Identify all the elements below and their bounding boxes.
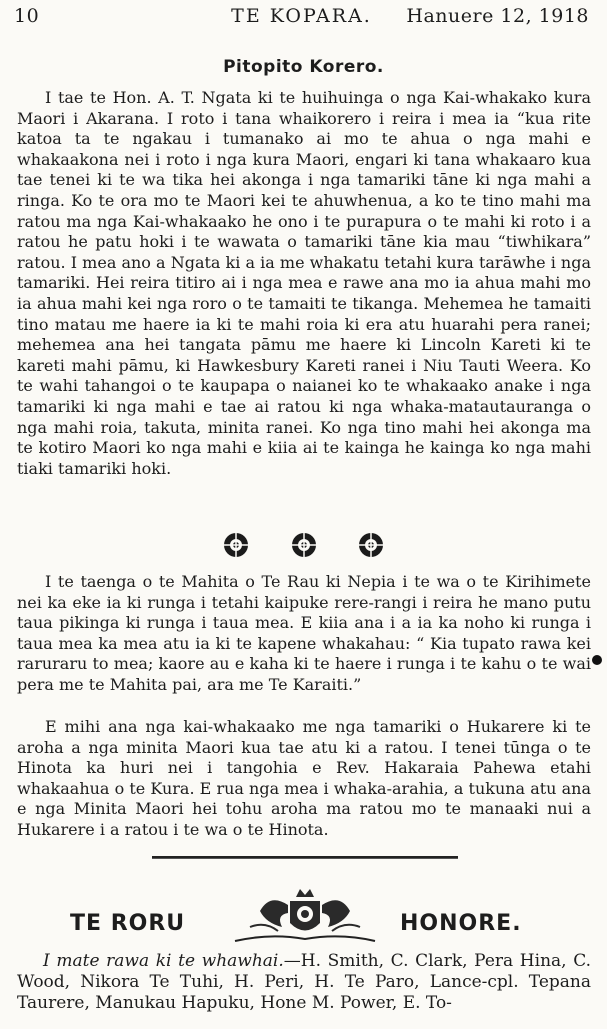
section-title-left: TE RORU [70,911,186,936]
journal-title: TE KOPARA. [231,5,372,27]
section-title-right: HONORE. [400,911,522,936]
article-paragraph-1: I tae te Hon. A. T. Ngata ki te huihuinga o nga Kai-whakako kura Maori i Akarana. I roto i tana whaikorero i reira i mea ia “kua rite katoa ta te ngakau i tumanako ai mo te ahua o nga mahi e whakaakona nei i roto i nga kura Maori, engari ki tana whakaaro kua tae tenei ki te wa tika hei akonga i nga tamariki tāne ki nga mahi a ringa. Ko te ora mo te Maori kei te ahuwhenua, a ko te tino mahi ma ratou ma nga Kai-whakaako he ono i te purapura o te mahi ki roto i a ratou he patu hoki i te wawata o tamariki tāne kia mau “tiwhikara” ratou. I mea ano a Ngata ki a ia me whakatu tetahi kura tarāwhe i nga tamariki. Hei reira titiro ai i nga mea e rawe ana mo ia ahua mahi mo ia ahua mahi kei nga roro o te tamaiti te tikanga. Mehemea he tamaiti tino matau me haere ia ki te mahi roia ki era atu huarahi pera ranei; mehemea ana hei tangata pāmu me haere ki Lincoln Kareti ki te kareti mahi pāmu, ki Hawkesbury Kareti ranei i Niu Tauti Weera. Ko te wahi tahangoi o te kaupapa o naianei ko te whakaako anake i nga tamariki ki nga mahi e tae ai ratou ki nga whaka-matautauranga o nga mahi roia, takuta, minita ranei. Ko nga tino mahi hei akonga ma te kotiro Maori ko nga mahi e kiia ai te kainga he kainga ko nga mahi tiaki tamariki hoki. [17,88,591,478]
issue-date: Hanuere 12, 1918 [406,5,589,27]
flower-ornament-icon [356,530,386,560]
royal-coat-of-arms-icon [230,883,380,949]
roll-of-honour-list [17,951,591,1014]
article-paragraph-2: I te taenga o te Mahita o Te Rau ki Nepia i te wa o te Kirihimete nei ka eke ia ki runga i tetahi kaipuke rere-rangi i reira he mano putu taua pikinga ki runga i taua mea. E kiia ana i a ia ka noho ki runga i taua mea ka mea atu ia ki te kapene whakahau: “ Kia tupato rawa kei raruraru to mea; kaore au e kaha ki te haere i runga i te kahu o te wai pera me te Mahita pai, ara me Te Karaiti.” [17,572,591,694]
section-rule [152,856,458,859]
flower-ornament-icon [221,530,251,560]
article-paragraph-3: E mihi ana nga kai-whakaako me nga tamariki o Hukarere ki te aroha a nga minita Maori kua tae atu ki a ratou. I tenei tūnga o te Hinota ka huri nei i tangohia e Rev. Hakaraia Pahewa etahi whakaahua o te Kura. E rua nga mea i whaka-arahia, a tukuna atu ana e nga Minita Maori hei tohu aroha ma ratou mo te manaaki nui a Hukarere i a ratou i te wa o te Hinota. [17,717,591,839]
page-number: 10 [14,5,40,27]
honours-lead: I mate rawa ki te whawhai. [43,951,284,971]
honours-names: —H. Smith, C. Clark, Pera Hina, C. Wood, Nikora Te Tuhi, H. Peri, H. Te Paro, Lance-cpl. Tepana Taurere, Manukau Hapuku, Hone M. Power, E. To- [17,951,591,1013]
running-header [14,4,589,28]
ornament-divider [0,530,607,566]
ink-blot [592,655,602,665]
roll-of-honour-heading [0,883,607,953]
flower-ornament-icon [289,530,319,560]
article-title: Pitopito Korero. [223,57,384,77]
